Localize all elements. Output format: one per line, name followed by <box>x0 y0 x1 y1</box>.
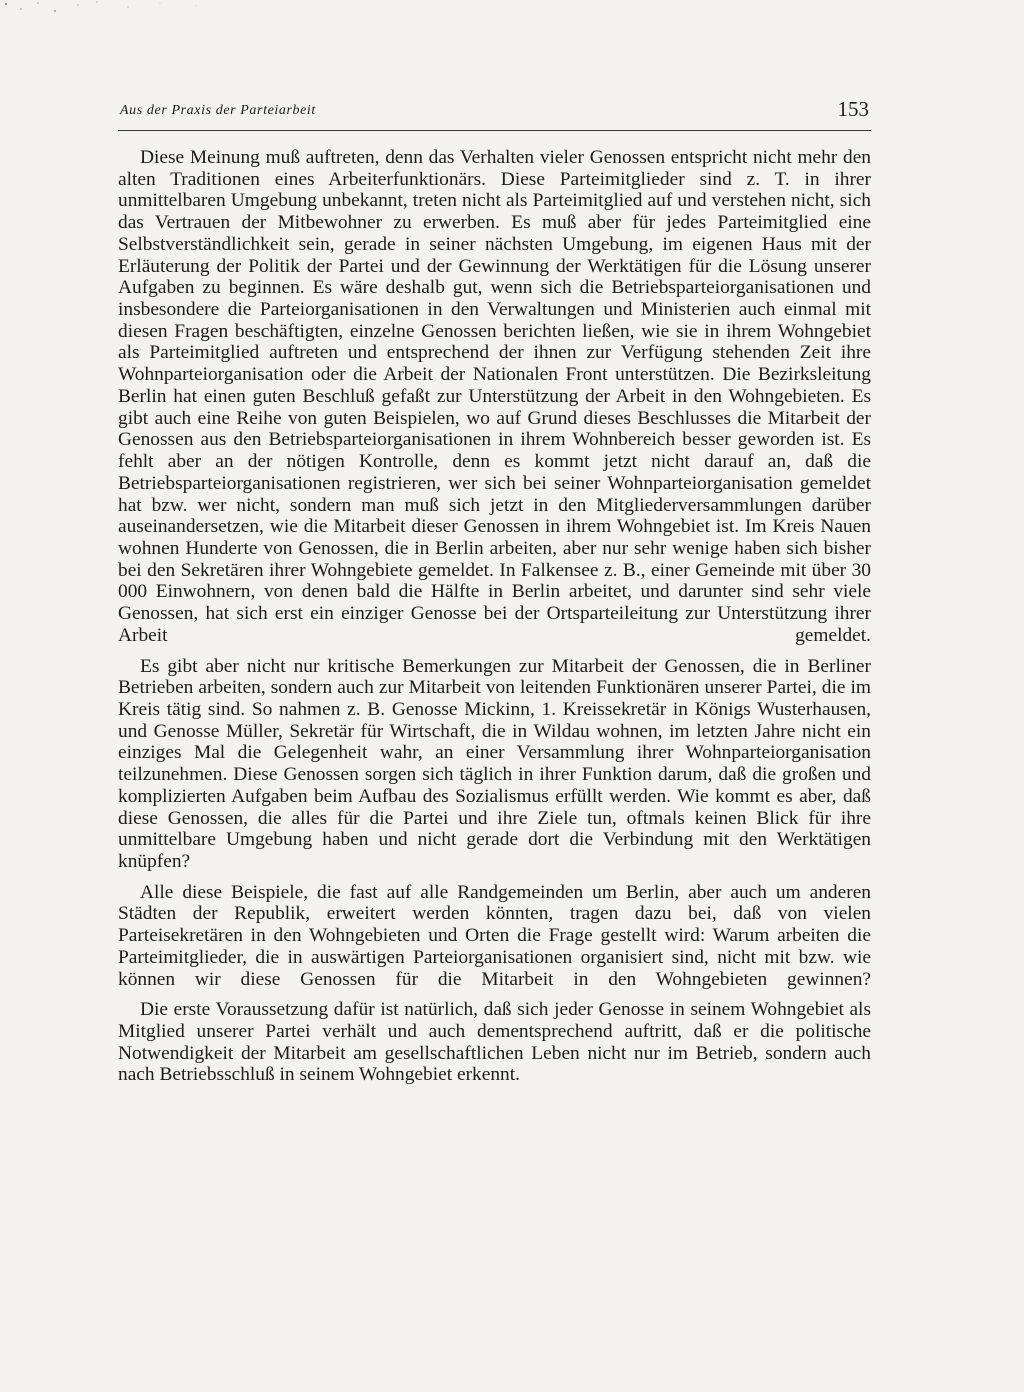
body-text <box>118 147 871 1095</box>
paragraph-4: Die erste Voraussetzung dafür ist natürlich, daß sich jeder Genosse in seinem Wohngebiet als Mitglied unserer Partei verhält und auch dementsprechend auftritt, daß er die politische Notwendigkeit der Mitarbeit am gesellschaftlichen Leben nicht nur im Betrieb, sondern auch nach Betriebsschluß in seinem Wohngebiet erkennt. <box>118 999 871 1086</box>
scan-specks <box>0 0 1024 20</box>
page-header <box>118 96 871 131</box>
paragraph-2: Es gibt aber nicht nur kritische Bemerkungen zur Mitarbeit der Genossen, die in Berliner Betrieben arbeiten, sondern auch zur Mitarbeit von leitenden Funktionären unserer Partei, die im Kreis tätig sind. So nahmen z. B. Genosse Mickinn, 1. Kreissekretär in Königs Wusterhausen, und Genosse Müller, Sekretär für Wirtschaft, die in Wildau wohnen, im letzten Jahre nicht ein einziges Mal die Gelegenheit wahr, an einer Versammlung ihrer Wohnparteiorganisation teilzunehmen. Diese Genossen sorgen sich täglich in ihrer Funktion darum, daß die großen und komplizierten Aufgaben beim Aufbau des Sozialismus erfüllt werden. Wie kommt es aber, daß diese Genossen, die alles für die Partei und ihre Ziele tun, oftmals keinen Blick für ihre unmittelbare Umgebung haben und nicht gerade dort die Verbindung mit den Werktätigen knüpfen? <box>118 655 871 872</box>
page-number: 153 <box>837 97 869 121</box>
paragraph-1: Diese Meinung muß auftreten, denn das Verhalten vieler Genossen entspricht nicht mehr den alten Traditionen eines Arbeiterfunktionärs. Diese Parteimitglieder sind z. T. in ihrer unmittelbaren Umgebung unbekannt, treten nicht als Parteimitglied auf und verstehen nicht, sich das Vertrauen der Mitbewohner zu erwerben. Es muß aber für jedes Parteimitglied eine Selbstverständlichkeit sein, gerade in seiner nächsten Umgebung, im eigenen Haus mit der Erläuterung der Politik der Partei und der Gewinnung der Werktätigen für die Lösung unserer Aufgaben zu beginnen. Es wäre deshalb gut, wenn sich die Betriebsparteiorganisationen und insbesondere die Parteiorganisationen in den Verwaltungen und Ministerien auch einmal mit diesen Fragen beschäftigten, einzelne Genossen berichten ließen, wie sie in ihrem Wohngebiet als Parteimitglied auftreten und entsprechend der ihnen zur Verfügung stehenden Zeit ihre Wohnparteiorganisation oder die Arbeit der Nationalen Front unterstützen. Die Bezirksleitung Berlin hat einen guten Beschluß gefaßt zur Unterstützung der Arbeit in den Wohngebieten. Es gibt auch eine Reihe von guten Beispielen, wo auf Grund dieses Beschlusses die Mitarbeit der Genossen aus den Betriebsparteiorganisationen in ihrem Wohnbereich besser geworden ist. Es fehlt aber an der nötigen Kontrolle, denn es kommt jetzt nicht darauf an, daß die Betriebsparteiorganisationen registrieren, wer sich bei seiner Wohnparteiorganisation gemeldet hat bzw. wer nicht, sondern man muß sich jetzt in den Mitgliederversammlungen darüber auseinandersetzen, wie die Mitarbeit dieser Genossen in ihrem Wohngebiet ist. Im Kreis Nauen wohnen Hunderte von Genossen, die in Berlin arbeiten, aber nur sehr wenige haben sich bisher bei den Sekretären ihrer Wohngebiete gemeldet. In Falkensee z. B., einer Gemeinde mit über 30 000 Einwohnern, von denen bald die Hälfte in Berlin arbeitet, und darunter sind sehr viele Genossen, hat sich erst ein einziger Genosse bei der Ortsparteileitung zur Unterstützung ihrer Arbeit gemeldet. <box>118 147 871 646</box>
paragraph-3: Alle diese Beispiele, die fast auf alle Randgemeinden um Berlin, aber auch um anderen Städten der Republik, erweitert werden könnten, tragen dazu bei, daß von vielen Parteisekretären in den Wohngebieten und Orten die Frage gestellt wird: Warum arbeiten die Parteimitglieder, die in auswärtigen Parteiorganisationen organisiert sind, nicht mit bzw. wie können wir diese Genossen für die Mitarbeit in den Wohngebieten gewinnen? <box>118 881 871 990</box>
running-head: Aus der Praxis der Parteiarbeit <box>120 103 316 118</box>
